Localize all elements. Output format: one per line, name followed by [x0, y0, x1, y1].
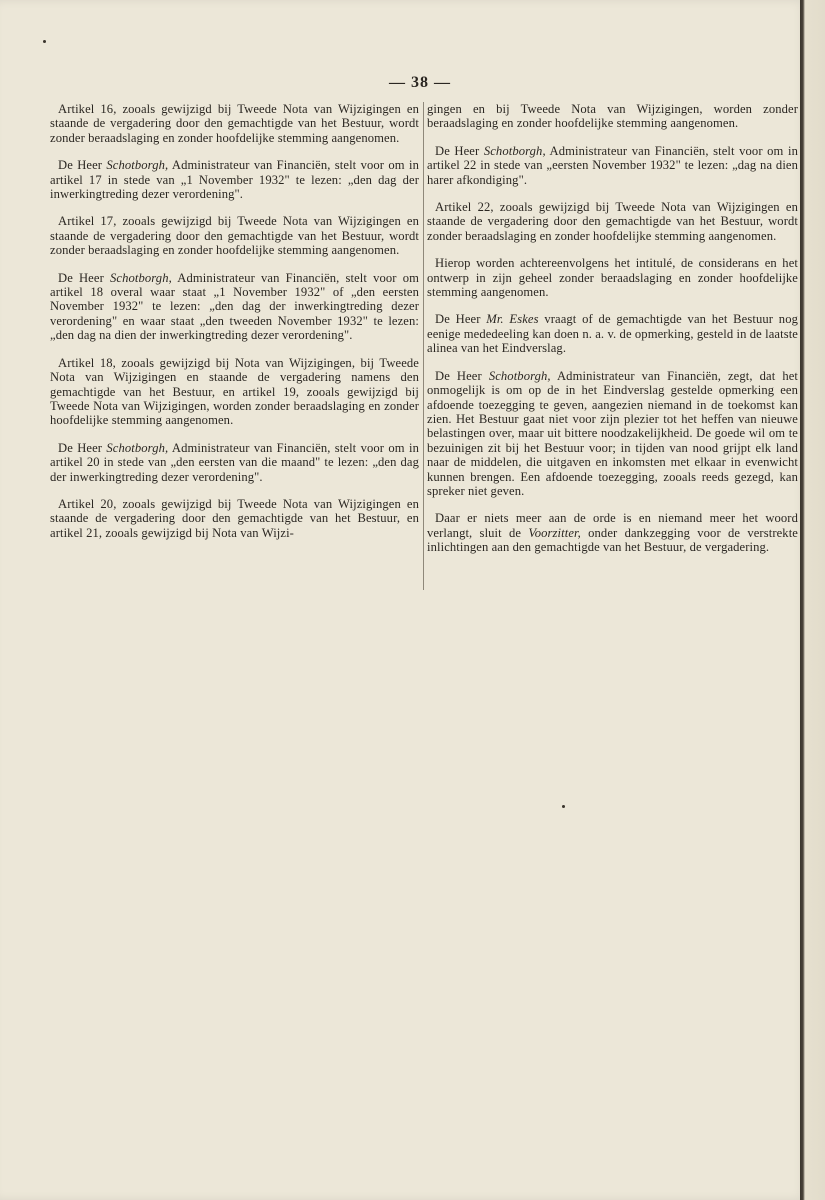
speaker-name: Schotborgh,	[106, 158, 169, 173]
speaker-name: Schotborgh,	[109, 270, 172, 285]
paragraph: De Heer Mr. Eskes vraagt of de gemachtigde van het Bestuur nog eenige mededeeling kan doen n. a. v. de opmerking, gesteld in de laatste alinea van het Eindverslag.	[427, 312, 798, 356]
paragraph: gingen en bij Tweede Nota van Wijzigingen, worden zonder beraadslaging en zonder hoofdelijke stemming aangenomen.	[427, 102, 798, 131]
paragraph: Daar er niets meer aan de orde is en niemand meer het woord verlangt, sluit de Voorzitter, onder dankzegging voor de verstrekte inlichtingen aan den gemachtigde van het Bestuur, de vergadering.	[427, 511, 798, 555]
paragraph: De Heer Schotborgh, Administrateur van Financiën, stelt voor om artikel 18 overal waar staat „1 November 1932" of „den eersten November 1932" te lezen: „den dag der inwerkingtreding dezer verordening" en waar staat „den tweeden November 1932" te lezen: „den dag na dien der inwerkingtreding dezer verordening".	[50, 270, 419, 343]
speaker-name: Mr. Eskes	[486, 312, 539, 327]
speck	[43, 40, 46, 43]
paragraph: Artikel 16, zooals gewijzigd bij Tweede Nota van Wijzigingen en staande de vergadering door den gemachtigde van het Bestuur, wordt zonder beraadslaging en zonder hoofdelijke stemming aangenomen.	[50, 102, 419, 145]
binding-edge	[800, 0, 825, 1200]
paragraph: De Heer Schotborgh, Administrateur van Financiën, zegt, dat het onmogelijk is om op de in het Eindverslag gestelde opmerking een afdoende toezegging te geven, aangezien niemand in de toekomst kan zien. Het Bestuur gaat niet voor zijn plezier tot het heffen van nieuwe belastingen over, maar uit bittere noodzakelijkheid. De goede wil om te bezuinigen zit bij het Bestuur voor; in tijden van nood grijpt elk land naar de middelen, die uitgaven en inkomsten met elkaar in evenwicht kunnen brengen. Een afdoende toezegging, zooals reeds gezegd, kan spreker niet geven.	[427, 368, 799, 498]
speaker-name: Voorzitter,	[528, 525, 581, 540]
paragraph: De Heer Schotborgh, Administrateur van Financiën, stelt voor om in artikel 17 in stede van „1 November 1932" te lezen: „den dag der inwerkingtreding dezer verordening".	[50, 158, 419, 202]
paragraph: Artikel 18, zooals gewijzigd bij Nota van Wijzigingen, bij Tweede Nota van Wijzigingen en staande de vergadering namens den gemachtigde van het Bestuur, en artikel 19, zooals gewijzigd bij Tweede Nota van Wijzigingen, worden zonder beraadslaging en zonder hoofdelijke stemming aangenomen.	[50, 355, 419, 428]
column-divider	[423, 102, 424, 590]
paragraph: De Heer Schotborgh, Administrateur van Financiën, stelt voor om in artikel 22 in stede van „eersten November 1932" te lezen: „dag na dien harer afkondiging".	[427, 143, 798, 187]
speaker-name: Schotborgh,	[483, 143, 546, 158]
right-column	[427, 102, 798, 568]
speck	[562, 805, 565, 808]
speaker-name: Schotborgh,	[106, 440, 169, 455]
paragraph: Artikel 17, zooals gewijzigd bij Tweede Nota van Wijzigingen en staande de vergadering door den gemachtigde van het Bestuur, wordt zonder beraadslaging en zonder hoofdelijke stemming aangenomen.	[50, 214, 419, 258]
paragraph: De Heer Schotborgh, Administrateur van Financiën, stelt voor om in artikel 20 in stede van „den eersten van die maand" te lezen: „den dag der inwerkingtreding dezer verordening".	[50, 440, 419, 484]
paragraph: Hierop worden achtereenvolgens het intitulé, de considerans en het ontwerp in zijn geheel zonder beraadslaging en zonder hoofdelijke stemming aangenomen.	[427, 256, 798, 300]
paragraph: Artikel 22, zooals gewijzigd bij Tweede Nota van Wijzigingen en staande de vergadering door den gemachtigde van het Bestuur, wordt zonder beraadslaging en zonder hoofdelijke stemming aangenomen.	[427, 200, 798, 243]
page-number: — 38 —	[389, 74, 451, 91]
speaker-name: Schotborgh,	[488, 368, 551, 383]
left-column	[50, 102, 419, 553]
paragraph: Artikel 20, zooals gewijzigd bij Tweede Nota van Wijzigingen en staande de vergadering door den gemachtigde van het Bestuur, en artikel 21, zooals gewijzigd bij Nota van Wijzi-	[50, 496, 419, 540]
